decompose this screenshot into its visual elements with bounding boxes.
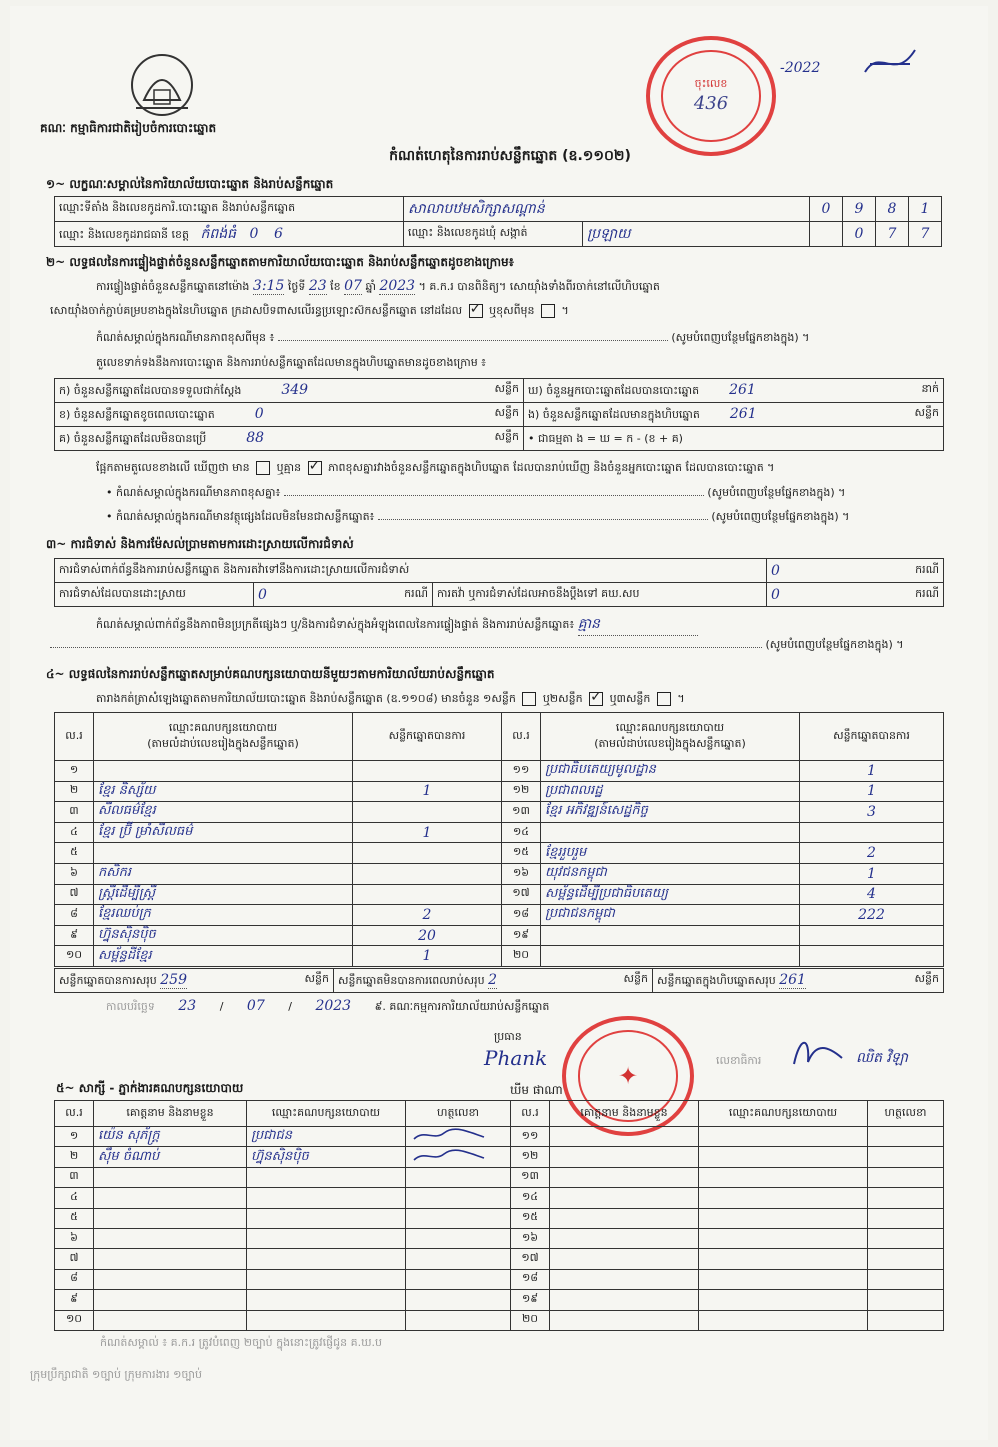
agent-party <box>247 1188 406 1208</box>
agent-signature <box>406 1290 511 1310</box>
sign-month: 07 <box>246 998 265 1014</box>
bullet-difference: • កំណត់សម្គាល់ក្នុងករណីមានភាពខុសគ្នា៖ (សូមបំពេញបន្ថែមផ្នែកខាងក្នុង) ។ <box>106 486 846 499</box>
party-name: ខ្មែរឈប់ក្រ <box>94 905 353 926</box>
figure-left-value: 0 <box>254 405 264 422</box>
table-row: ៥ ១៥ ខ្មែររួបរួម 2 <box>55 843 944 864</box>
verify-day: 23 <box>308 278 327 294</box>
table-row: ៦ កសិករ ១៦ យុវជនកម្ពុជា 1 <box>55 863 944 884</box>
party-name: សម្ព័ន្ធដីខ្មែរ <box>94 946 353 967</box>
table-row: ៥ ១៥ <box>55 1208 944 1228</box>
verify-year: 2023 <box>379 278 416 294</box>
province-name: កំពង់ធំ <box>200 225 237 242</box>
vote-count: 1 <box>353 822 502 843</box>
party-name: ហ្វ៊ុនស៊ិនប៉ិច <box>94 925 353 946</box>
sign-day: 23 <box>178 998 197 1014</box>
irregularity-note: កំណត់សម្គាល់ពាក់ព័ន្ធនឹងភាពមិនប្រក្រតីផ្សេងៗ ឬ/និងការជំទាស់ក្នុងអំឡុងពេលនៃការផ្ទៀងផ្ទាត់ និងការរាប់សន្លឹកឆ្នោត៖ គ្មាន <box>96 614 966 636</box>
discrepancy-yes-checkbox[interactable] <box>256 461 270 475</box>
party-name <box>541 925 800 946</box>
party-name: ប្រជាជនកម្ពុជា <box>541 905 800 926</box>
table-row: ៧ ១៧ <box>55 1249 944 1269</box>
two-sheets-checkbox[interactable] <box>589 692 603 706</box>
secretary-name: ឈិត វិឡា <box>856 1050 908 1066</box>
sign-year: 2023 <box>315 998 352 1014</box>
chair-signature: Phank <box>484 1046 548 1070</box>
vote-count <box>353 761 502 782</box>
agent-party: ហ្វ៊ុនស៊ិនប៉ិច <box>247 1147 406 1167</box>
party-results-table: ល.រ ឈ្មោះគណបក្សនយោបាយ (តាមលំដាប់លេខរៀងក្នុងសន្លឹកឆ្នោត) សន្លឹកឆ្នោតបានការ ល.រ ឈ្មោះគណបក្សនយោបាយ (តាមលំដាប់លេខរៀងក្នុងសន្លឹកឆ្នោត) សន្លឹកឆ្នោតបានការ ១ ១១ ប្រជាធិបតេយ្យមូលដ្ឋាន 1 ២ ខ្មែរ និស្ស័យ 1 ១២ ប្រជាពលរដ្ឋ 1 ៣ សីលធម៌ខ្មែរ ១៣ ខ្មែរ អភិវឌ្ឍន៍សេដ្ឋកិច្ច 3 ៤ ខ្មែរ ប្រ៊ី ម្រាំសីលធម៌ 1 ១៤ ៥ ១៥ ខ្មែររួបរួម 2 ៦ កសិករ ១៦ យុវជនកម្ពុជា 1 ៧ ស្ត្រីដើម្បីស្ត្រី ១៧ សម្ព័ន្ធដើម្បីប្រជាធិបតេយ្យ 4 ៨ ខ្មែរឈប់ក្រ 2 ១៨ ប្រជាជនកម្ពុជា 222 ៩ ហ្វ៊ុនស៊ិនប៉ិច 20 ១៩ ១០ សម្ព័ន្ធដីខ្មែរ 1 ២០ <box>54 712 944 967</box>
table-row: ១ ១១ ប្រជាធិបតេយ្យមូលដ្ឋាន 1 <box>55 761 944 782</box>
registration-date: -2022 <box>780 60 821 76</box>
agent-name <box>94 1228 247 1248</box>
party-name: ខ្មែរ អភិវឌ្ឍន៍សេដ្ឋកិច្ច <box>541 802 800 823</box>
party-name: ប្រជាធិបតេយ្យមូលដ្ឋាន <box>541 761 800 782</box>
footer-note-1: កំណត់សម្គាល់ ៖ គ.ក.រ ត្រូវបំពេញ ២ច្បាប់ ក្នុងនោះត្រូវផ្ញើជូន គ.ឃ.ប <box>100 1336 383 1349</box>
table-row: ២ ស៊ឹម ចំណាប់ ហ្វ៊ុនស៊ិនប៉ិច ១២ <box>55 1147 944 1167</box>
seal-same-checkbox[interactable] <box>469 304 483 318</box>
figure-row: ខ) ចំនួនសន្លឹកឆ្នោតខូចពេលបោះឆ្នោត 0 សន្លឹក ង) ចំនួនសន្លឹកឆ្នោតដែលមានក្នុងហិបឆ្នោត 261 សន្លឹក <box>55 403 944 427</box>
agent-signature <box>406 1208 511 1228</box>
agent-name: ស៊ឹម ចំណាប់ <box>94 1147 247 1167</box>
section4-title: ៤~ លទ្ធផលនៃការរាប់សន្លឹកឆ្នោតសម្រាប់គណបក្សនយោបាយនីមួយៗតាមការិយាល័យរាប់សន្លឹកឆ្នោត <box>46 667 495 681</box>
agent-name <box>94 1188 247 1208</box>
vote-count <box>353 802 502 823</box>
section5-title: ៥~ សាក្សី - ភ្នាក់ងារគណបក្សនយោបាយ <box>56 1081 244 1095</box>
figure-right-value: 261 <box>729 405 757 422</box>
party-name: ខ្មែររួបរួម <box>541 843 800 864</box>
vote-count <box>353 884 502 905</box>
vote-count: 2 <box>353 905 502 926</box>
table-row: ៩ ១៩ <box>55 1290 944 1310</box>
figure-row: ក) ចំនួនសន្លឹកឆ្នោតដែលបានទទួលជាក់ស្តែង 349 សន្លឹក ឃ) ចំនួនអ្នកបោះឆ្នោតដែលបានបោះឆ្នោត 261 នាក់ <box>55 379 944 403</box>
appeal-count: 0 <box>767 583 896 607</box>
vote-count: 3 <box>800 802 944 823</box>
one-sheet-checkbox[interactable] <box>522 692 536 706</box>
agent-party <box>247 1269 406 1289</box>
table-row: ១ យ៉េន សុភ័ក្ត្រ ប្រជាជន ១១ <box>55 1127 944 1147</box>
appeal-label: ការតវ៉ា ឬការជំទាស់ដែលអាចនឹងប្តឹងទៅ គឃ.សប <box>433 583 767 607</box>
registration-stamp: ចុះលេខ 436 <box>646 36 776 156</box>
table-row: ៦ ១៦ <box>55 1228 944 1248</box>
party-name <box>94 843 353 864</box>
figures-intro: តួលេខទាក់ទងនឹងការបោះឆ្នោត និងការរាប់សន្លឹកឆ្នោតដែលមានក្នុងហិបឆ្នោតមានដូចខាងក្រោម ៖ <box>96 356 487 369</box>
chair-label: ប្រធាន <box>494 1030 522 1043</box>
agent-name: យ៉េន សុភ័ក្ត្រ <box>94 1127 247 1147</box>
signing-date-line: កាលបរិច្ឆេទ 23 / 07 / 2023 ៩. គណៈកម្មការការិយាល័យរាប់សន្លឹកឆ្នោត <box>106 998 550 1014</box>
secretary-signature-icon <box>786 1032 846 1072</box>
agent-signature <box>406 1228 511 1248</box>
agent-party <box>247 1228 406 1248</box>
figure-row: គ) ចំនួនសន្លឹកឆ្នោតដែលមិនបានប្រើ 88 សន្លឹក • ជាធម្មតា ង = ឃ = ក - (ខ + គ) <box>55 427 944 451</box>
difference-note-line: កំណត់សម្គាល់ក្នុងករណីមានភាពខុសពីមុន ៖ (សូមបំពេញបន្ថែមផ្នែកខាងក្នុង) ។ <box>96 331 810 344</box>
discrepancy-line: ផ្អែកតាមតួលេខខាងលើ ឃើញថា មាន ឬគ្មាន ✓ ភាពខុសគ្នារវាងចំនួនសន្លឹកឆ្នោតក្នុងហិបឆ្នោត ដែលបានរាប់ឃើញ និងចំនួនអ្នកបោះឆ្នោត ដែលបានបោះឆ្នោត ។ <box>96 461 976 477</box>
vote-count: 20 <box>353 925 502 946</box>
table-row: ២ ខ្មែរ និស្ស័យ 1 ១២ ប្រជាពលរដ្ឋ 1 <box>55 781 944 802</box>
party-name <box>541 946 800 967</box>
party-name: សម្ព័ន្ធដើម្បីប្រជាធិបតេយ្យ <box>541 884 800 905</box>
station-label: ឈ្មោះទីតាំង និងលេខកូដការិ.បោះឆ្នោត និងរាប់សន្លឹកឆ្នោត <box>55 197 404 222</box>
handwritten-signature-icon <box>410 1148 490 1164</box>
agent-signature <box>406 1310 511 1330</box>
agent-signature <box>406 1167 511 1187</box>
secretary-label: លេខាធិការ <box>716 1054 762 1067</box>
agent-signature <box>406 1147 511 1167</box>
org-name: គណៈ កម្មាធិការជាតិរៀបចំការបោះឆ្នោត <box>40 121 217 135</box>
agent-signature <box>406 1249 511 1269</box>
party-name: សីលធម៌ខ្មែរ <box>94 802 353 823</box>
bullet-foreign-object: • កំណត់សម្គាល់ក្នុងករណីមានវត្ថុផ្សេងដែលមិនមែនជាសន្លឹកឆ្នោត៖ (សូមបំពេញបន្ថែមផ្នែកខាងក្នុង) ។ <box>106 510 850 523</box>
agent-signature <box>406 1127 511 1147</box>
agent-party <box>247 1310 406 1330</box>
commune-name: ប្រឡាយ <box>583 222 810 247</box>
vote-count <box>800 822 944 843</box>
table-row: ៣ សីលធម៌ខ្មែរ ១៣ ខ្មែរ អភិវឌ្ឍន៍សេដ្ឋកិច្ច 3 <box>55 802 944 823</box>
party-name: ស្ត្រីដើម្បីស្ត្រី <box>94 884 353 905</box>
table-row: ៨ ១៨ <box>55 1269 944 1289</box>
section1-title: ១~ លក្ខណៈសម្គាល់នៃការិយាល័យបោះឆ្នោត និងរាប់សន្លឹកឆ្នោត <box>46 177 334 191</box>
figure-left-value: 349 <box>281 381 309 398</box>
irregularity-value: គ្មាន <box>578 614 698 636</box>
vote-count <box>800 925 944 946</box>
table-row: ៧ ស្ត្រីដើម្បីស្ត្រី ១៧ សម្ព័ន្ធដើម្បីប្រជាធិបតេយ្យ 4 <box>55 884 944 905</box>
footer-note-2: ក្រុមប្រឹក្សាជាតិ ១ច្បាប់ ក្រុមការងារ ១ច្បាប់ <box>30 1368 202 1381</box>
verify-time: 3:15 <box>252 278 285 294</box>
party-name <box>94 761 353 782</box>
vote-count: 2 <box>800 843 944 864</box>
vote-count: 222 <box>800 905 944 926</box>
party-name: ខ្មែរ ប្រ៊ី ម្រាំសីលធម៌ <box>94 822 353 843</box>
vote-count: 1 <box>353 781 502 802</box>
table-row: ១០ សម្ព័ន្ធដីខ្មែរ 1 ២០ <box>55 946 944 967</box>
table-row: ៤ ខ្មែរ ប្រ៊ី ម្រាំសីលធម៌ 1 ១៤ <box>55 822 944 843</box>
election-form-sheet: គណៈ កម្មាធិការជាតិរៀបចំការបោះឆ្នោត ចុះលេខ 436 -2022 កំណត់ហេតុនៃការរាប់សន្លឹកឆ្នោត (ឧ.១១០២) ១~ លក្ខណៈសម្គាល់នៃការិយាល័យបោះឆ្នោត និងរាប់សន្លឹកឆ្នោត ឈ្មោះទីតាំង និងលេខកូដការិ.បោះឆ្នោត និងរាប់សន្លឹកឆ្នោត សាលាបឋមសិក្សាសណ្ដាន់ 0 9 8 1 ឈ្មោះ និងលេខកូដរាជធានី ខេត្ត កំពង់ធំ 0 6 ឈ្មោះ និងលេខកូដឃុំ សង្កាត់ ប្រឡាយ 0 7 7 ២~ លទ្ធផលនៃការផ្ទៀងផ្ទាត់ចំនួនសន្លឹកឆ្នោតតាមការិយាល័យបោះឆ្នោត និងរាប់សន្លឹកឆ្នោតដូចខាងក្រោម៖ ការផ្ទៀងផ្ទាត់ចំនួនសន្លឹកឆ្នោតនៅម៉ោង 3:15 ថ្ងៃទី 23 ខែ 07 ឆ្នាំ 2023 ។ គ.ក.រ បានពិនិត្យ។ សោយ៉ាំងទាំងពីរចាក់នៅលើហិបឆ្នោត សោយ៉ាំងចាក់ភ្ជាប់គម្របខាងក្នុងនៃហិបឆ្នោត ក្រដាសបិទពាសលើរន្ធប្រឡោះស៊កសន្លឹកឆ្នោត នៅដដែល ✓ ឬខុសពីមុន ។ កំណត់សម្គាល់ក្នុងករណីមានភាពខុសពីមុន ៖ (សូមបំពេញបន្ថែមផ្នែកខាងក្នុង) ។ តួលេខទាក់ទងនឹងការបោះឆ្នោត និងការរាប់សន្លឹកឆ្នោតដែលមានក្នុងហិបឆ្នោតមានដូចខាងក្រោម ៖ ក) ចំនួនសន្លឹកឆ្នោតដែលបានទទួលជាក់ស្តែង 349 សន្លឹក ឃ) ចំនួនអ្នកបោះឆ្នោតដែលបានបោះឆ្នោត 261 នាក់ ខ) ចំនួនសន្លឹកឆ្នោតខូចពេលបោះឆ្នោត 0 សន្លឹក ង) ចំនួនសន្លឹកឆ្នោតដែលមានក្នុងហិបឆ្នោត 261 សន្លឹក គ) ចំនួនសន្លឹកឆ្នោតដែលមិនបានប្រើ 88 សន្លឹក • ជាធម្មតា ង = ឃ = ក - (ខ + គ) ផ្អែកតាមតួលេខខាងលើ ឃើញថា មាន ឬគ្មាន ✓ ភាពខុសគ្នារវាងចំនួនសន្លឹកឆ្នោតក្នុងហិបឆ្នោត ដែលបានរាប់ឃើញ និងចំនួនអ្នកបោះឆ្នោត ដែលបានបោះឆ្នោត ។ • កំណត់សម្គាល់ក្នុងករណីមានភាពខុសគ្នា៖ (សូមបំពេញបន្ថែមផ្នែកខាងក្នុង) ។ • កំណត់សម្គាល់ក្នុងករណីមានវត្ថុផ្សេងដែលមិនមែនជាសន្លឹកឆ្នោត៖ (សូមបំពេញបន្ថែមផ្នែកខាងក្នុង) ។ ៣~ ការជំទាស់ និងការម៉ែសល់ប្រាមតាមការដោះស្រាយលើការជំទាស់ ការជំទាស់ពាក់ព័ន្ធនឹងការរាប់សន្លឹកឆ្នោត និងការតវ៉ាទៅនឹងការដោះស្រាយលើការជំទាស់ 0 ករណី ការជំទាស់ដែលបានដោះស្រាយ 0 ករណី ការតវ៉ា ឬការជំទាស់ដែលអាចនឹងប្តឹងទៅ គឃ.សប 0 ករណី កំណត់សម្គាល់ពាក់ព័ន្ធនឹងភាពមិនប្រក្រតីផ្សេងៗ ឬ/និងការជំទាស់ក្នុងអំឡុងពេលនៃការផ្ទៀងផ្ទាត់ និងការរាប់សន្លឹកឆ្នោត៖ គ្មាន (សូមបំពេញបន្ថែមផ្នែកខាងក្នុង) ។ ៤~ លទ្ធផលនៃការរាប់សន្លឹកឆ្នោតសម្រាប់គណបក្សនយោបាយនីមួយៗតាមការិយាល័យរាប់សន្លឹកឆ្នោត តារាងកត់ត្រាសំឡេងឆ្នោតតាមការិយាល័យបោះឆ្នោត និងរាប់សន្លឹកឆ្នោត (ឧ.១១០៨) មានចំនួន ១សន្លឹក ឬ២សន្លឹក ✓ ឬ៣សន្លឹក ។ ល.រ ឈ្មោះគណបក្សនយោបាយ (តាមលំដាប់លេខរៀងក្នុងសន្លឹកឆ្នោត) សន្លឹកឆ្នោតបានការ ល.រ ឈ្មោះគណបក្សនយោបាយ (តាមលំដាប់លេខរៀងក្នុងសន្លឹកឆ្នោត) សន្លឹកឆ្នោតបានការ ១ ១១ ប្រជាធិបតេយ្យមូលដ្ឋាន 1 ២ ខ្មែរ និស្ស័យ 1 ១២ ប្រជាពលរដ្ឋ 1 ៣ សីលធម៌ខ្មែរ ១៣ ខ្មែរ អភិវឌ្ឍន៍សេដ្ឋកិច្ច 3 ៤ ខ្មែរ ប្រ៊ី ម្រាំសីលធម៌ 1 ១៤ ៥ ១៥ ខ្មែររួបរួម 2 ៦ កសិករ ១៦ យុវជនកម្ពុជា 1 ៧ ស្ត្រីដើម្បីស្ត្រី ១៧ សម្ព័ន្ធដើម្បីប្រជាធិបតេយ្យ 4 ៨ ខ្មែរឈប់ក្រ 2 ១៨ ប្រជាជនកម្ពុជា 222 ៩ ហ្វ៊ុនស៊ិនប៉ិច 20 ១៩ ១០ សម្ព័ន្ធដីខ្មែរ 1 ២០ សន្លឹកឆ្នោតបានការសរុប 259 សន្លឹក សន្លឹកឆ្នោតមិនបានការពេលរាប់សរុប 2 សន្លឹក សន្លឹកឆ្នោតក្នុងហិបឆ្នោតសរុប 261 សន្លឹក កាលបរិច្ឆេទ 23 / 07 / 2023 ៩. គណៈកម្មការការិយាល័យរាប់សន្លឹកឆ្នោត ប្រធាន Phank ឃីម ផាណា ✦ លេខាធិការ ឈិត វិឡា ៥~ សាក្សី - ភ្នាក់ងារគណបក្សនយោបាយ ល.រ គោត្តនាម និងនាមខ្លួន ឈ្មោះគណបក្សនយោបាយ ហត្ថលេខា ល.រ គោត្តនាម និងនាមខ្លួន ឈ្មោះគណបក្សនយោបាយ ហត្ថលេខា ១ យ៉េន សុភ័ក្ត្រ ប្រជាជន ១១ ២ ស៊ឹម ចំណាប់ ហ្វ៊ុនស៊ិនប៉ិច ១២ ៣ ១៣ ៤ ១៤ ៥ ១៥ ៦ ១៦ ៧ ១៧ ៨ ១៨ ៩ ១៩ ១០ ២០ កំណត់សម្គាល់ ៖ គ.ក.រ ត្រូវបំពេញ ២ច្បាប់ ក្នុងនោះត្រូវផ្ញើជូន គ.ឃ.ប ក្រុមប្រឹក្សាជាតិ ១ច្បាប់ ក្រុមការងារ ១ច្បាប់ <box>10 6 988 1440</box>
seal-line: សោយ៉ាំងចាក់ភ្ជាប់គម្របខាងក្នុងនៃហិបឆ្នោត ក្រដាសបិទពាសលើរន្ធប្រឡោះស៊កសន្លឹកឆ្នោត នៅដដែល ✓ ឬខុសពីមុន ។ <box>50 304 970 320</box>
total-in-box: 261 <box>779 971 806 988</box>
objections-table: ការជំទាស់ពាក់ព័ន្ធនឹងការរាប់សន្លឹកឆ្នោត និងការតវ៉ាទៅនឹងការដោះស្រាយលើការជំទាស់ 0 ករណី ការជំទាស់ដែលបានដោះស្រាយ 0 ករណី ការតវ៉ា ឬការជំទាស់ដែលអាចនឹងប្តឹងទៅ គឃ.សប 0 ករណី <box>54 558 944 607</box>
agent-signature <box>406 1188 511 1208</box>
form-title: កំណត់ហេតុនៃការរាប់សន្លឹកឆ្នោត (ឧ.១១០២) <box>389 148 631 164</box>
table-row: ៤ ១៤ <box>55 1188 944 1208</box>
agent-signature <box>406 1269 511 1289</box>
seal-different-checkbox[interactable] <box>541 304 555 318</box>
figure-right-value: 261 <box>729 381 756 398</box>
vote-count: 1 <box>353 946 502 967</box>
commune-label: ឈ្មោះ និងលេខកូដឃុំ សង្កាត់ <box>404 222 583 247</box>
party-name: ខ្មែរ និស្ស័យ <box>94 781 353 802</box>
chair-name: ឃីម ផាណា <box>510 1083 563 1097</box>
verify-month: 07 <box>344 278 362 294</box>
figure-left-value: 88 <box>246 429 265 446</box>
handwritten-signature-icon <box>410 1127 490 1143</box>
initial-signature-icon <box>860 42 920 82</box>
agent-party: ប្រជាជន <box>247 1127 406 1147</box>
section3-title: ៣~ ការជំទាស់ និងការម៉ែសល់ប្រាមតាមការដោះស្រាយលើការជំទាស់ <box>46 537 354 551</box>
resolved-count: 0 <box>258 586 267 603</box>
tally-sheet-count-line: តារាងកត់ត្រាសំឡេងឆ្នោតតាមការិយាល័យបោះឆ្នោត និងរាប់សន្លឹកឆ្នោត (ឧ.១១០៨) មានចំនួន ១សន្លឹក ឬ២សន្លឹក ✓ ឬ៣សន្លឹក ។ <box>96 692 966 708</box>
resolved-label: ការជំទាស់ដែលបានដោះស្រាយ <box>55 583 254 607</box>
agent-name <box>94 1310 247 1330</box>
province-label: ឈ្មោះ និងលេខកូដរាជធានី ខេត្ត <box>59 227 189 241</box>
table-row: ៨ ខ្មែរឈប់ក្រ 2 ១៨ ប្រជាជនកម្ពុជា 222 <box>55 905 944 926</box>
agent-name <box>94 1269 247 1289</box>
vote-count: 1 <box>800 863 944 884</box>
table-row: ៣ ១៣ <box>55 1167 944 1187</box>
table-row: ១០ ២០ <box>55 1310 944 1330</box>
party-name: យុវជនកម្ពុជា <box>541 863 800 884</box>
party-name <box>541 822 800 843</box>
agent-name <box>94 1167 247 1187</box>
vote-count <box>353 843 502 864</box>
objection-label: ការជំទាស់ពាក់ព័ន្ធនឹងការរាប់សន្លឹកឆ្នោត និងការតវ៉ាទៅនឹងការដោះស្រាយលើការជំទាស់ <box>55 559 767 583</box>
agent-name <box>94 1208 247 1228</box>
emblem-icon <box>126 50 198 120</box>
agent-party <box>247 1208 406 1228</box>
three-sheets-checkbox[interactable] <box>657 692 671 706</box>
station-name: សាលាបឋមសិក្សាសណ្ដាន់ <box>404 197 810 222</box>
table-row: ៩ ហ្វ៊ុនស៊ិនប៉ិច 20 ១៩ <box>55 925 944 946</box>
objection-count: 0 <box>767 559 896 583</box>
vote-count: 4 <box>800 884 944 905</box>
total-valid: 259 <box>160 971 187 988</box>
vote-count: 1 <box>800 761 944 782</box>
vote-count <box>800 946 944 967</box>
section2-title: ២~ លទ្ធផលនៃការផ្ទៀងផ្ទាត់ចំនួនសន្លឹកឆ្នោតតាមការិយាល័យបោះឆ្នោត និងរាប់សន្លឹកឆ្នោតដូចខាងក្រោម៖ <box>46 255 514 269</box>
agent-party <box>247 1290 406 1310</box>
party-name: កសិករ <box>94 863 353 884</box>
agent-name <box>94 1290 247 1310</box>
total-invalid: 2 <box>488 971 498 988</box>
party-agents-table: ល.រ គោត្តនាម និងនាមខ្លួន ឈ្មោះគណបក្សនយោបាយ ហត្ថលេខា ល.រ គោត្តនាម និងនាមខ្លួន ឈ្មោះគណបក្សនយោបាយ ហត្ថលេខា ១ យ៉េន សុភ័ក្ត្រ ប្រជាជន ១១ ២ ស៊ឹម ចំណាប់ ហ្វ៊ុនស៊ិនប៉ិច ១២ ៣ ១៣ ៤ ១៤ ៥ ១៥ ៦ ១៦ ៧ ១៧ ៨ ១៨ ៩ ១៩ ១០ ២០ <box>54 1100 944 1331</box>
verification-line: ការផ្ទៀងផ្ទាត់ចំនួនសន្លឹកឆ្នោតនៅម៉ោង 3:15 ថ្ងៃទី 23 ខែ 07 ឆ្នាំ 2023 ។ គ.ក.រ បានពិនិត្យ។ សោយ៉ាំងទាំងពីរចាក់នៅលើហិបឆ្នោត <box>96 278 660 294</box>
agent-party <box>247 1249 406 1269</box>
polling-station-table: ឈ្មោះទីតាំង និងលេខកូដការិ.បោះឆ្នោត និងរាប់សន្លឹកឆ្នោត សាលាបឋមសិក្សាសណ្ដាន់ 0 9 8 1 ឈ្មោះ និងលេខកូដរាជធានី ខេត្ត កំពង់ធំ 0 6 ឈ្មោះ និងលេខកូដឃុំ សង្កាត់ ប្រឡាយ 0 7 7 <box>54 196 942 247</box>
discrepancy-no-checkbox[interactable] <box>308 461 322 475</box>
totals-row: សន្លឹកឆ្នោតបានការសរុប 259 សន្លឹក សន្លឹកឆ្នោតមិនបានការពេលរាប់សរុប 2 សន្លឹក សន្លឹកឆ្នោតក្នុងហិបឆ្នោតសរុប 261 សន្លឹក <box>54 968 944 993</box>
vote-count: 1 <box>800 781 944 802</box>
party-name: ប្រជាពលរដ្ឋ <box>541 781 800 802</box>
official-seal: ✦ <box>562 1016 694 1136</box>
agent-party <box>247 1167 406 1187</box>
agent-name <box>94 1249 247 1269</box>
ballot-figures-table <box>54 378 944 451</box>
vote-count <box>353 863 502 884</box>
